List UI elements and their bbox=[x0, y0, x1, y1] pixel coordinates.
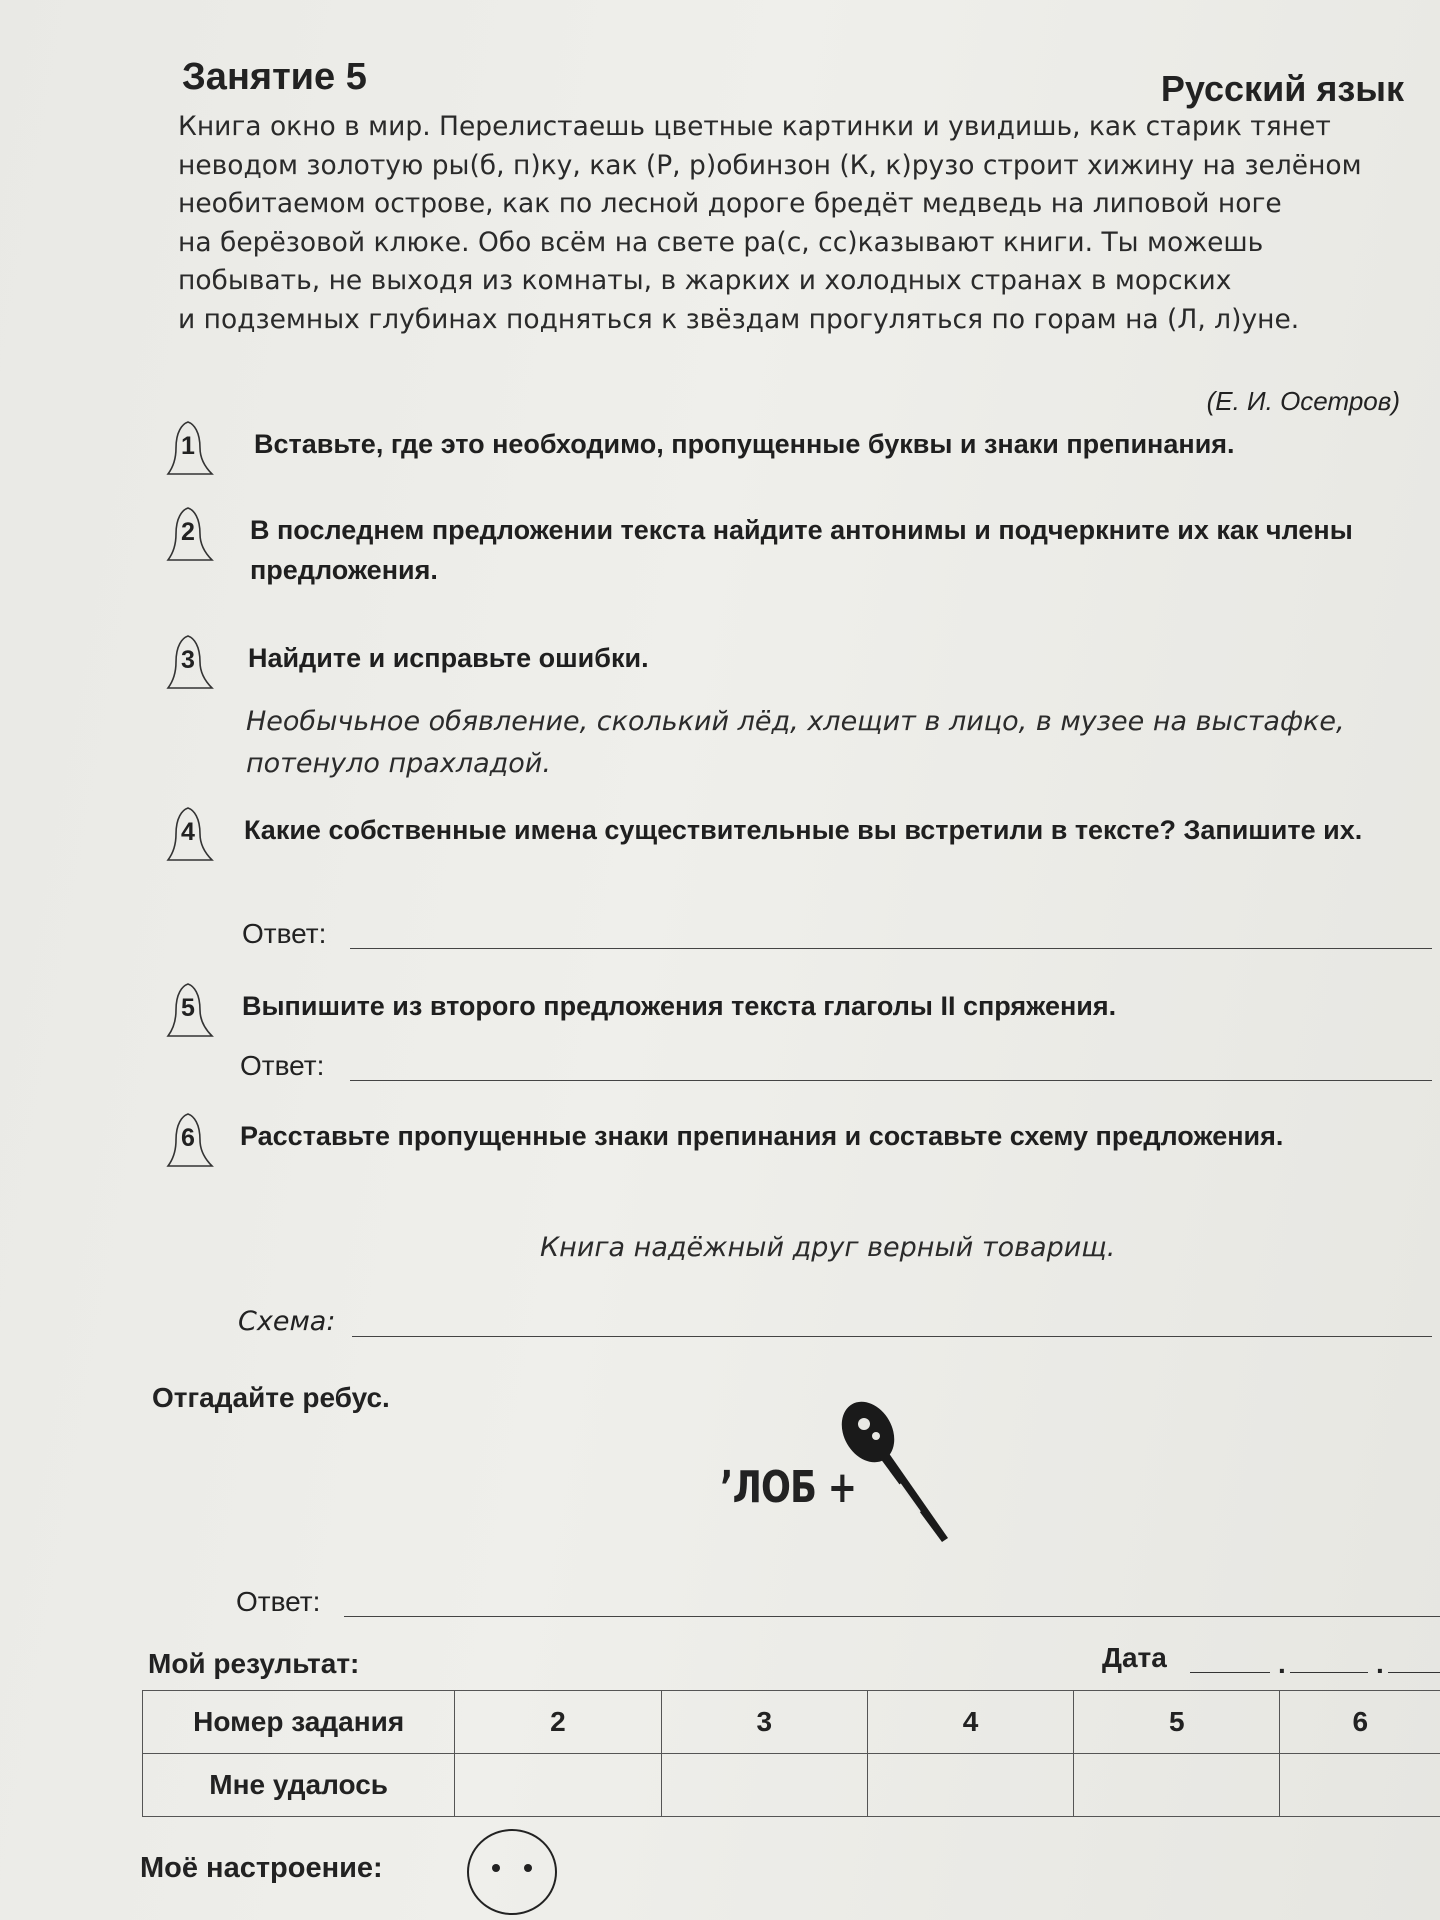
result-cell[interactable] bbox=[1280, 1754, 1440, 1817]
text-author: (Е. И. Осетров) bbox=[1206, 386, 1400, 416]
scheme-label: Схема: bbox=[238, 1306, 336, 1337]
text-line: и подземных глубинах подняться к звёздам прогуляться по горам на (Л, л)уне. bbox=[178, 303, 1300, 335]
task-number: 5 bbox=[181, 994, 195, 1022]
task-text: В последнем предложении текста найдите антонимы и подчеркните их как члены предложения. bbox=[250, 515, 1353, 585]
bell-icon bbox=[160, 806, 222, 864]
bell-icon bbox=[160, 506, 222, 564]
scheme-row bbox=[238, 1306, 1432, 1346]
bell-icon bbox=[160, 982, 222, 1040]
task-number-cell: 3 bbox=[661, 1691, 867, 1754]
answer-row bbox=[242, 918, 1432, 958]
task-number-cell: 4 bbox=[867, 1691, 1073, 1754]
date-month-field[interactable] bbox=[1290, 1672, 1368, 1673]
task-number: 1 bbox=[181, 432, 195, 460]
mood-label: Моё настроение: bbox=[140, 1852, 383, 1884]
text-line: необитаемом острове, как по лесной дороге бредёт медведь на липовой ноге bbox=[178, 188, 1282, 219]
task-text: Найдите и исправьте ошибки. bbox=[248, 643, 649, 673]
answer-row bbox=[240, 1050, 1432, 1090]
text-line: неводом золотую ры(б, п)ку, как (Р, р)обинзон (К, к)рузо строит хижину на зелёном bbox=[178, 149, 1362, 181]
task-text: Расставьте пропущенные знаки препинания и составьте схему предложения. bbox=[240, 1121, 1284, 1151]
date-separator: . bbox=[1376, 1648, 1384, 1679]
lesson-title: Занятие 5 bbox=[182, 56, 367, 98]
answer-line[interactable] bbox=[344, 1616, 1440, 1617]
result-label: Мой результат: bbox=[148, 1648, 360, 1679]
date-year-field[interactable] bbox=[1388, 1672, 1440, 1673]
task-number-cell: 5 bbox=[1074, 1691, 1280, 1754]
reading-text bbox=[178, 108, 1414, 339]
answer-line[interactable] bbox=[350, 1080, 1432, 1081]
row-label: Мне удалось bbox=[143, 1754, 455, 1817]
task-number: 3 bbox=[181, 646, 195, 674]
smiley-face-icon[interactable] bbox=[462, 1826, 562, 1916]
rebus-answer-row bbox=[236, 1586, 1440, 1626]
text-line: на берёзовой клюке. Обо всём на свете ра(с, сс)казывают книги. Ты можешь bbox=[178, 226, 1264, 258]
bell-icon bbox=[160, 1112, 222, 1170]
task-number: 2 bbox=[181, 518, 195, 546]
result-cell[interactable] bbox=[661, 1754, 867, 1817]
punctuation-sentence: Книга надёжный друг верный товарищ. bbox=[540, 1232, 1116, 1263]
error-sentence-line: потенуло прахладой. bbox=[246, 748, 551, 779]
table-row bbox=[143, 1691, 1440, 1754]
answer-line[interactable] bbox=[350, 948, 1432, 949]
row-label: Номер задания bbox=[143, 1691, 455, 1754]
result-cell[interactable] bbox=[867, 1754, 1073, 1817]
date-separator: . bbox=[1278, 1648, 1286, 1679]
answer-label: Ответ: bbox=[242, 918, 327, 949]
answer-label: Ответ: bbox=[236, 1586, 321, 1617]
task-number-cell: 6 bbox=[1280, 1691, 1440, 1754]
task-number: 4 bbox=[181, 818, 195, 846]
task-number: 6 bbox=[181, 1124, 195, 1152]
rebus-text: ’ЛОБ + bbox=[720, 1462, 857, 1513]
text-line: Книга окно в мир. Перелистаешь цветные картинки и увидишь, как старик тянет bbox=[178, 111, 1331, 142]
table-row bbox=[143, 1754, 1440, 1817]
task-text: Выпишите из второго предложения текста глаголы II спряжения. bbox=[242, 991, 1117, 1021]
result-cell[interactable] bbox=[1074, 1754, 1280, 1817]
task-number-cell: 2 bbox=[455, 1691, 661, 1754]
answer-label: Ответ: bbox=[240, 1050, 325, 1081]
text-line: побывать, не выходя из комнаты, в жарких и холодных странах в морских bbox=[178, 265, 1232, 296]
rebus-title: Отгадайте ребус. bbox=[152, 1382, 390, 1413]
task-text: Вставьте, где это необходимо, пропущенные буквы и знаки препинания. bbox=[254, 429, 1235, 459]
task-text: Какие собственные имена существительные вы встретили в тексте? Запишите их. bbox=[244, 815, 1363, 845]
bell-icon bbox=[160, 634, 222, 692]
error-sentence-line: Необычьное обявление, сколький лёд, хлещит в лицо, в музее на выстафке, bbox=[246, 706, 1345, 737]
subject-title: Русский язык bbox=[1160, 68, 1404, 109]
date-day-field[interactable] bbox=[1190, 1672, 1270, 1673]
result-cell[interactable] bbox=[455, 1754, 661, 1817]
spoon-icon bbox=[830, 1392, 960, 1552]
result-table bbox=[142, 1690, 1440, 1817]
date-label: Дата bbox=[1102, 1642, 1167, 1673]
scheme-line[interactable] bbox=[352, 1336, 1432, 1337]
bell-icon bbox=[160, 420, 222, 478]
